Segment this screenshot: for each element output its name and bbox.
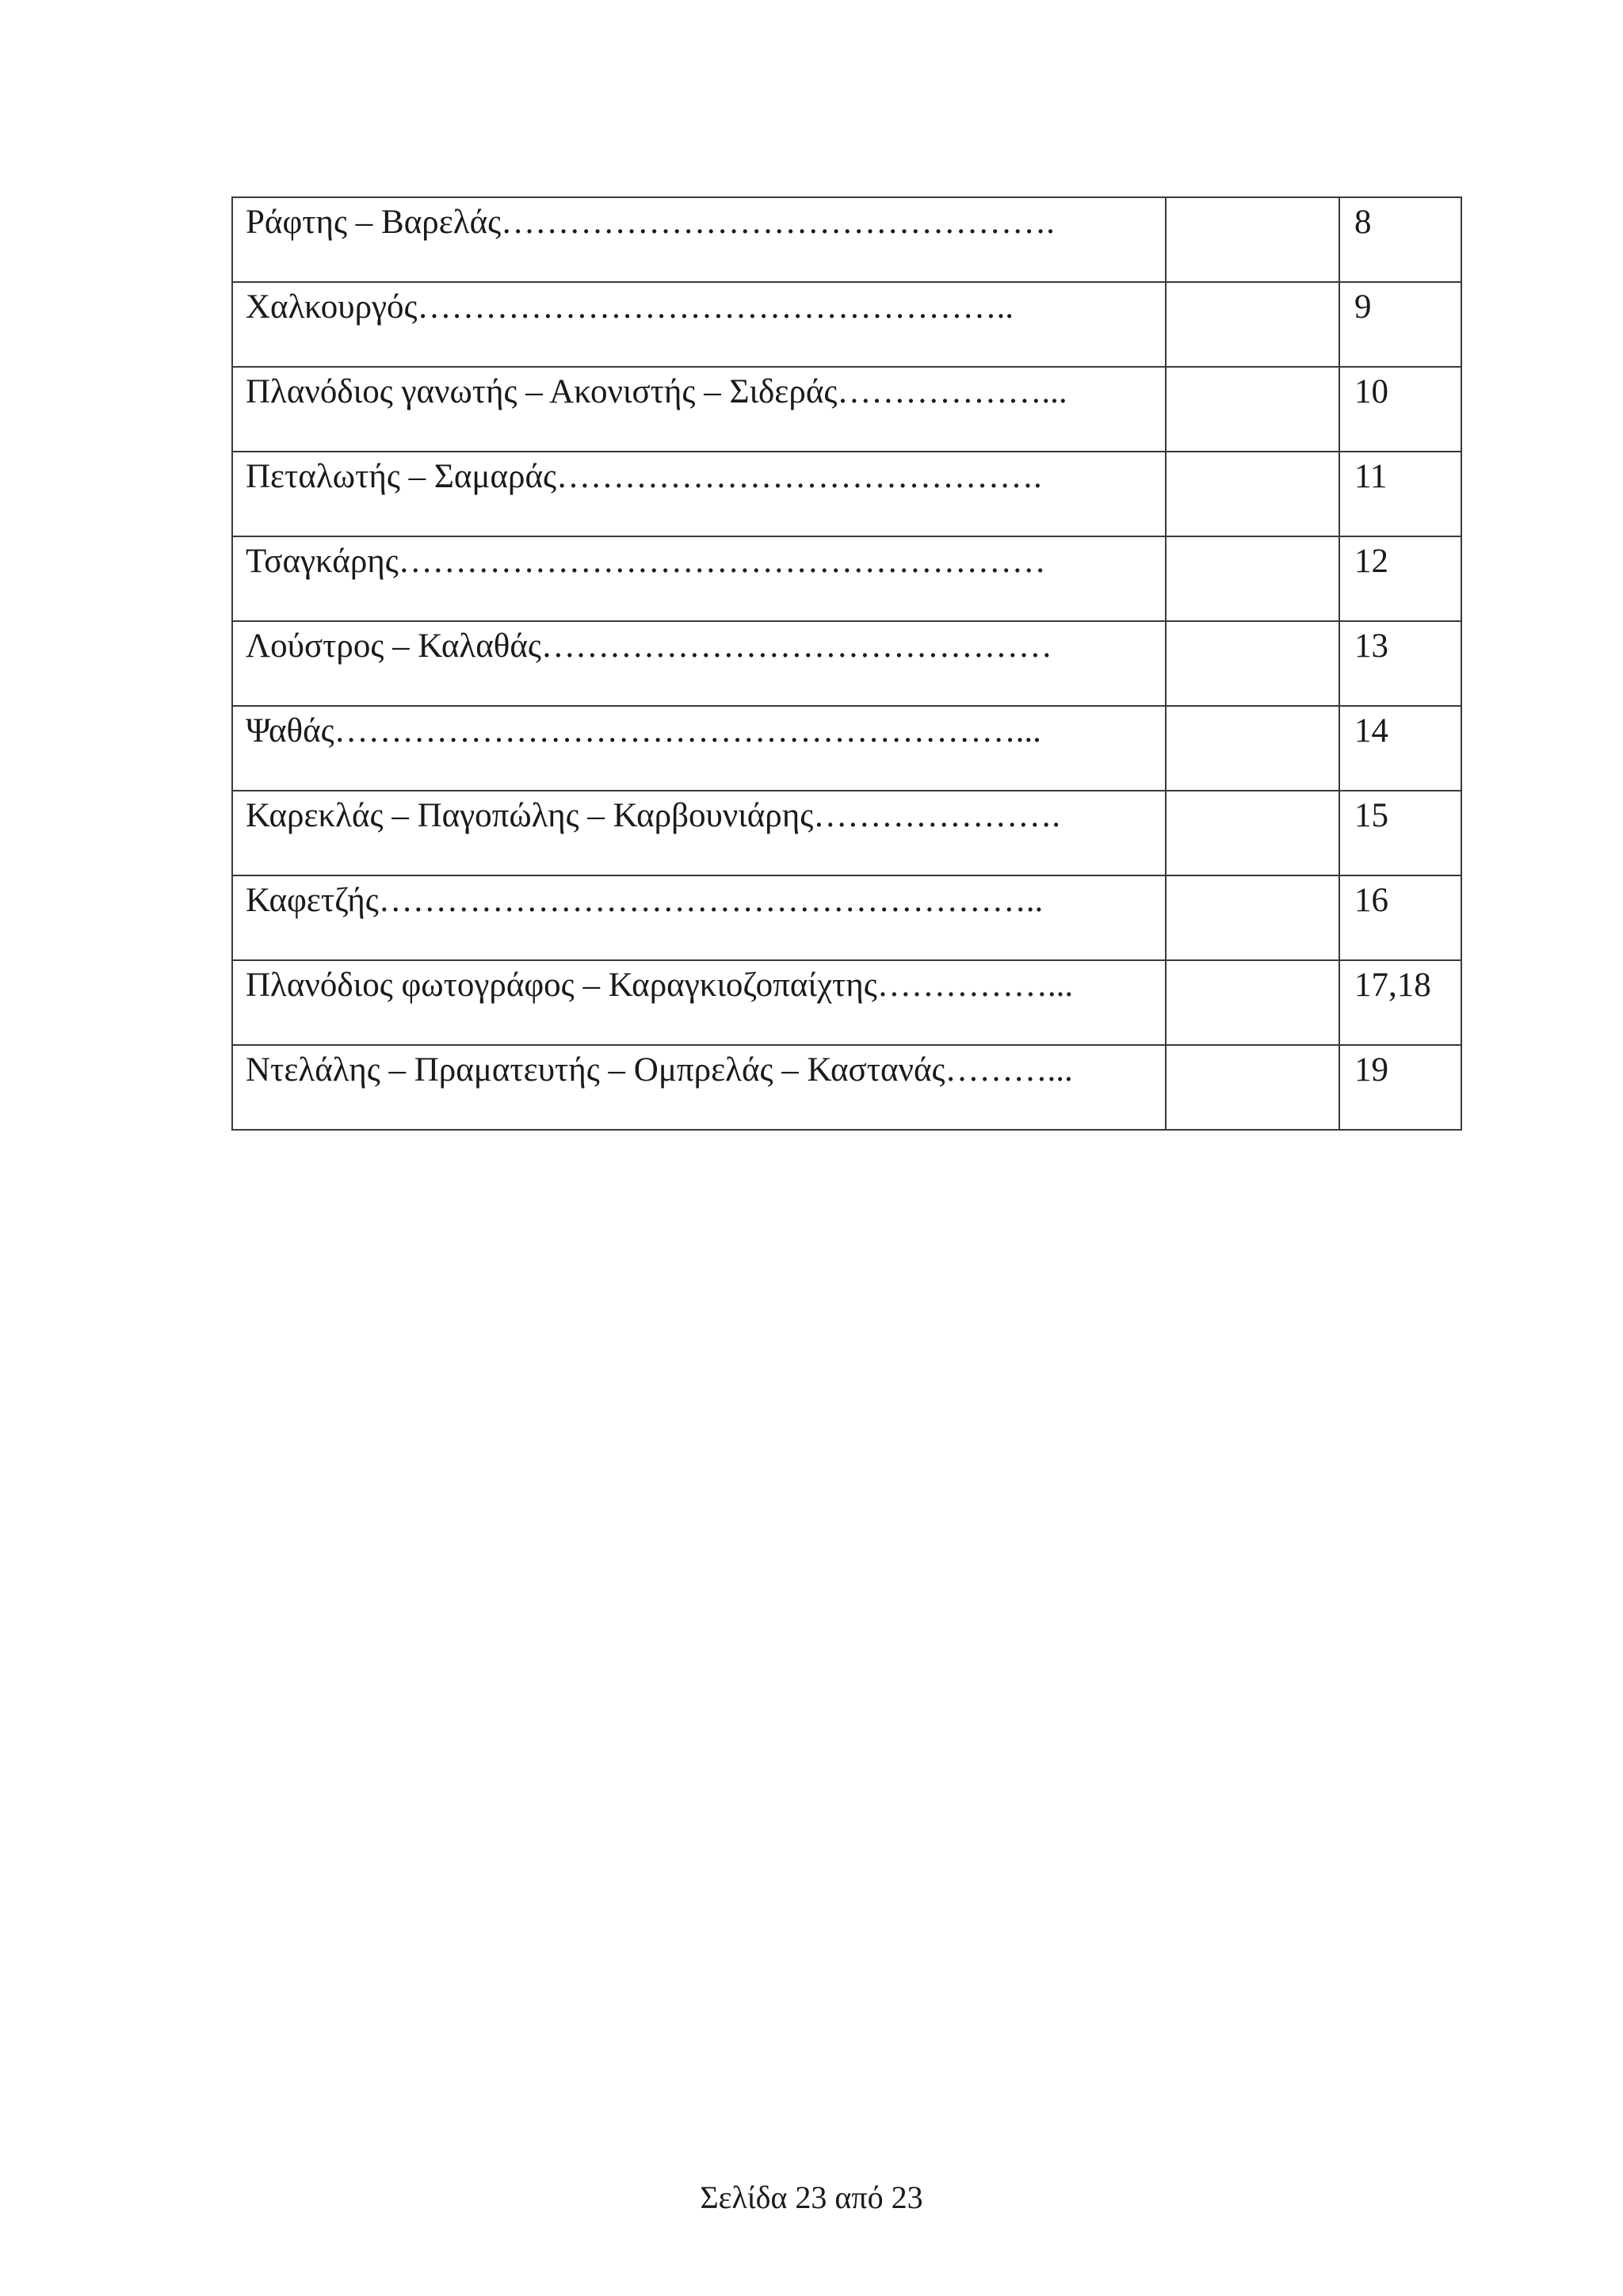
table-row [232,1045,1461,1130]
table-row [232,367,1461,452]
toc-entry-page: 13 [1339,621,1461,706]
toc-entry-title: Ράφτης – Βαρελάς…………………………………………. [232,197,1166,282]
toc-entry-title: Πλανόδιος γανωτής – Ακονιστής – Σιδεράς………………... [232,367,1166,452]
toc-entry-page: 14 [1339,706,1461,791]
toc-entry-title: Καφετζής………………………………………………….. [232,875,1166,960]
toc-entry-page: 9 [1339,282,1461,367]
toc-entry-page: 19 [1339,1045,1461,1130]
table-row [232,706,1461,791]
toc-entry-page: 10 [1339,367,1461,452]
table-row [232,875,1461,960]
toc-empty-cell [1166,960,1339,1045]
table-row [232,791,1461,875]
toc-entry-title: Καρεκλάς – Παγοπώλης – Καρβουνιάρης…………………. [232,791,1166,875]
toc-empty-cell [1166,367,1339,452]
toc-entry-page: 16 [1339,875,1461,960]
toc-empty-cell [1166,706,1339,791]
table-row [232,197,1461,282]
table-row [232,536,1461,621]
toc-entry-title: Χαλκουργός…………………………………………….. [232,282,1166,367]
table-row [232,452,1461,536]
toc-entry-title: Πεταλωτής – Σαμαράς……………………………………. [232,452,1166,536]
toc-empty-cell [1166,621,1339,706]
table-row [232,960,1461,1045]
table-row [232,621,1461,706]
toc-empty-cell [1166,875,1339,960]
toc-entry-page: 15 [1339,791,1461,875]
toc-empty-cell [1166,197,1339,282]
toc-entry-page: 12 [1339,536,1461,621]
toc-entry-title: Τσαγκάρης………………………………………………… [232,536,1166,621]
toc-empty-cell [1166,282,1339,367]
table-row [232,282,1461,367]
toc-empty-cell [1166,1045,1339,1130]
toc-entry-title: Λούστρος – Καλαθάς……………………………………… [232,621,1166,706]
page-footer: Σελίδα 23 από 23 [700,2180,923,2215]
toc-entry-title: Πλανόδιος φωτογράφος – Καραγκιοζοπαίχτης……………... [232,960,1166,1045]
toc-empty-cell [1166,791,1339,875]
toc-entry-page: 11 [1339,452,1461,536]
toc-entry-title: Ψαθάς……………………………………………………... [232,706,1166,791]
toc-entry-title: Ντελάλης – Πραματευτής – Ομπρελάς – Καστανάς………... [232,1045,1166,1130]
toc-empty-cell [1166,452,1339,536]
toc-empty-cell [1166,536,1339,621]
toc-entry-page: 17,18 [1339,960,1461,1045]
table-of-contents [231,196,1462,1131]
toc-entry-page: 8 [1339,197,1461,282]
